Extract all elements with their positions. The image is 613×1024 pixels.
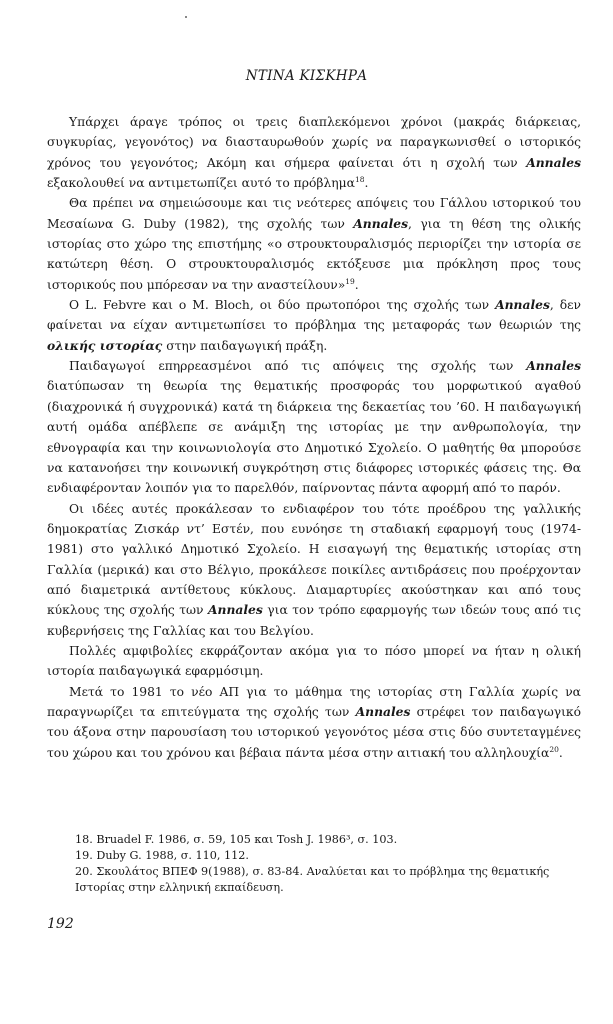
paragraph: [47, 193, 581, 295]
text-run: Παιδαγωγοί επηρρεασμένοι από τις απόψεις της σχολής των: [69, 359, 527, 374]
text-run: Μετά το 1981 το νέο ΑΠ για το μάθημα της ιστορίας στη Γαλλία χωρίς να παραγνωρίζει τα επιτεύγματα της σχολής των: [47, 684, 581, 719]
paragraph: [47, 112, 581, 193]
running-header: ΝΤΙΝΑ ΚΙΣΚΗΡΑ: [245, 68, 368, 84]
footnote: 19. Duby G. 1988, σ. 110, 112.: [75, 849, 249, 862]
text-run: εξακολουθεί να αντιμετωπίζει αυτό το πρόβλημα: [47, 176, 355, 191]
text-run: .: [558, 745, 563, 760]
text-run: Θα πρέπει να σημειώσουμε και τις νεότερες απόψεις του Γάλλου ιστορικού του Μεσαίωνα G. Duby (1982), της σχολής των: [47, 196, 581, 231]
emphasis-term: Annales: [526, 154, 581, 170]
footnote: 18. Bruadel F. 1986, σ. 59, 105 και Tosh J. 1986³, σ. 103.: [75, 833, 398, 846]
text-run: στρέφει τον παιδαγωγικό του άξονα στην παρουσίαση του ιστορικού γεγονότος μέσα στις δύο συντεταγμένες του χώρου και του χρόνου και βέβαια πάντα μέσα στην αιτιακή του αλληλουχία: [47, 704, 581, 760]
paragraph: [47, 641, 581, 682]
text-run: για τον τρόπο εφαρμογής των ιδεών τους από τις κυβερνήσεις της Γαλλίας και του Βελγίου.: [47, 603, 582, 638]
footnotes: [47, 832, 581, 896]
emphasis-term: Annales: [208, 602, 263, 618]
emphasis-term: ολικής ιστορίας: [47, 337, 163, 353]
text-run: Πολλές αμφιβολίες εκφράζονταν ακόμα για το πόσο μπορεί να ήταν η ολική ιστορία παιδαγωγικά εφαρμόσιμη.: [47, 643, 581, 679]
paragraph: [47, 682, 581, 763]
text-run: Ο L. Febvre και ο M. Bloch, οι δύο πρωτοπόροι της σχολής των: [69, 298, 496, 313]
footnote-ref: 20: [549, 744, 559, 754]
text-run: στην παιδαγωγική πράξη.: [162, 338, 328, 353]
emphasis-term: Annales: [495, 297, 550, 313]
footnote-ref: 18: [354, 174, 365, 184]
paragraph: [47, 499, 581, 641]
scan-speck: [185, 16, 187, 18]
text-run: , για τη θέση της ολικής ιστορίας στο χώρο της επιστήμης «ο στρουκτουραλισμός περιορίζει την ιστορία σε κατώτερη θέση. Ο στρουκτουραλισμός εκτόξευσε μια πρόκληση προς τους ιστορικούς που μπόρεσαν να την αναστείλουν»: [47, 216, 582, 292]
text-run: .: [354, 277, 359, 292]
text-run: διατύπωσαν τη θεωρία της θεματικής προσφοράς του μορφωτικού αγαθού (διαχρονικά ή συγχρονικά) κατά τη διάρκεια της δεκαετίας του ’60. Η παιδαγωγική αυτή ομάδα απέβλεπε σε ανάμιξη της ιστορίας με την ανθρωπολογία, την εθνογραφία και την κοινωνιολογία στο Δημοτικό Σχολείο. Ο μαθητής θα μπορούσε να κατανοήσει την κοινωνική συγκρότηση στις διάφορες ιστορικές φάσεις της. Θα ενδιαφέρονταν λοιπόν για το παρελθόν, παίρνοντας πάντα αφορμή από το παρόν.: [47, 379, 581, 496]
emphasis-term: Annales: [353, 215, 409, 231]
text-run: .: [364, 176, 369, 191]
body-text: [47, 112, 581, 763]
paragraph: [47, 356, 581, 498]
emphasis-term: Annales: [526, 358, 581, 374]
paragraph: [47, 295, 581, 356]
footnote: 20. Σκουλάτος ΒΠΕΦ 9(1988), σ. 83-84. Αναλύεται και το πρόβλημα της θεματικής Ιστορίας στην ελληνική εκπαίδευση.: [75, 865, 550, 894]
text-run: Οι ιδέες αυτές προκάλεσαν το ενδιαφέρον του τότε προέδρου της γαλλικής δημοκρατίας Ζισκάρ ντ’ Εστέν, που ευνόησε τη σταδιακή εφαρμογή τους (1974-1981) στο γαλλικό Δημοτικό Σχολείο. Η εισαγωγή της θεματικής ιστορίας στη Γαλλία (μερικά) και στο Βέλγιο, προκάλεσε ποικίλες αντιδράσεις που προέρχονταν από διαμετρικά αντίθετους κύκλους. Διαμαρτυρίες ακούστηκαν και από τους κύκλους της σχολής των: [47, 501, 581, 618]
emphasis-term: Annales: [355, 703, 411, 719]
footnote-ref: 19: [345, 276, 355, 286]
text-run: , δεν φαίνεται να είχαν αντιμετωπίσει το πρόβλημα της μεταφοράς των θεωριών της: [47, 298, 581, 333]
page-number: 192: [47, 916, 74, 932]
text-run: Υπάρχει άραγε τρόπος οι τρεις διαπλεκόμενοι χρόνοι (μακράς διάρκειας, συγκυρίας, γεγονότος) να διασταυρωθούν χωρίς να παραγκωνισθεί ο ιστορικός χρόνος του γεγονότος; Ακόμη και σήμερα φαίνεται ότι η σχολή των: [47, 115, 581, 170]
